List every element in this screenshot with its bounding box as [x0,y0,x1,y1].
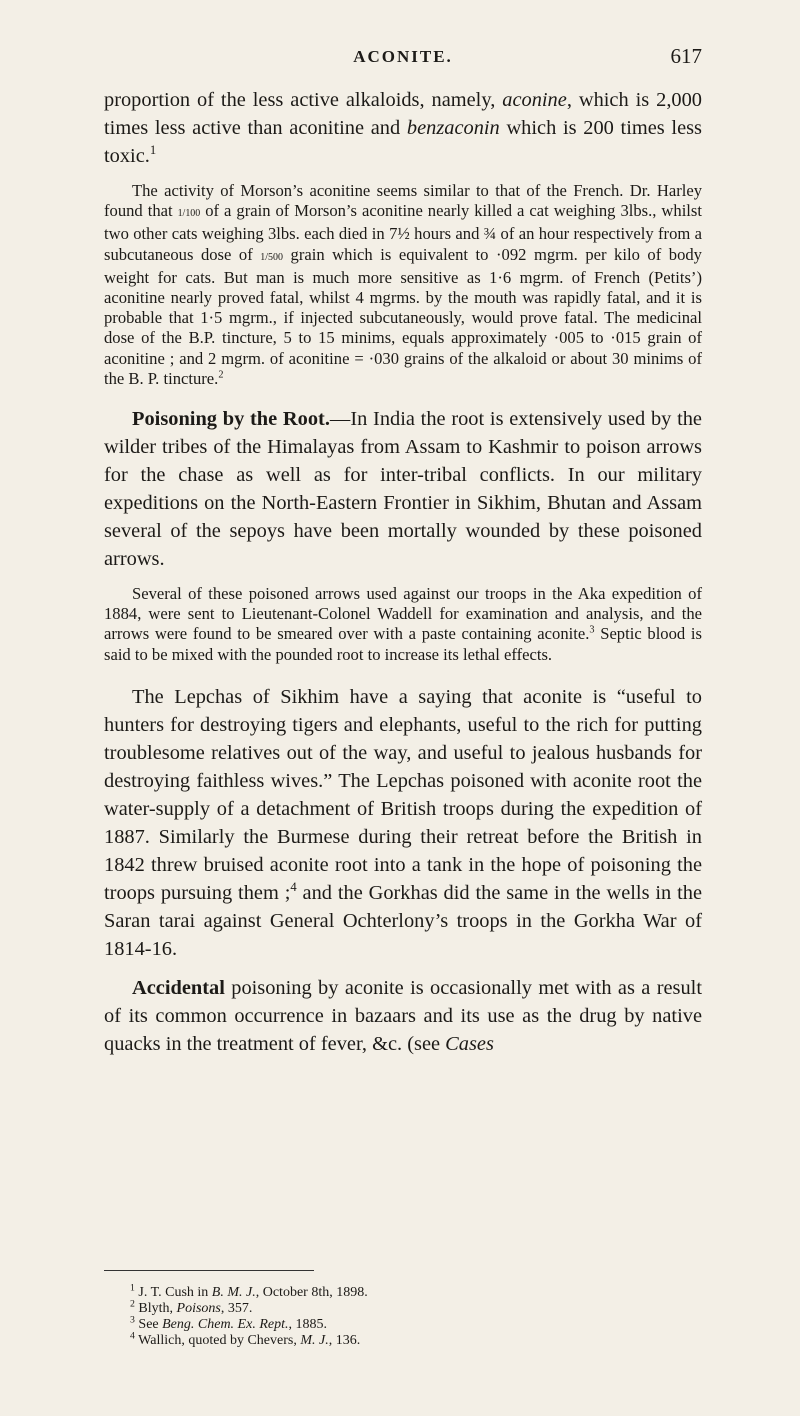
fraction: 1/100 [177,208,201,220]
footnote-ref-4: 4 [290,880,297,895]
paragraph-activity: The activity of Morson’s aconitine seems similar to that of the French. Dr. Harley found that 1/100 of a grain of Morson’s aconitine nearly killed a cat weighing 3lbs., whilst two other cats weighing 3lbs. each died in 7½ hours and ¾ of an hour respectively from a subcutaneous dose of 1/500 grain which is equivalent to ·092 mgrm. per kilo of body weight for cats. But man is much more sensitive as 1·6 mgrm. of French (Petits’) aconitine nearly proved fatal, whilst 4 mgrms. by the mouth was rapidly fatal, and it is probable that 1·5 mgrm., if injected subcutaneously, would prove fatal. The medicinal dose of the B.P. tincture, 5 to 15 minims, equals approximately ·005 to ·015 grain of aconitine ; and 2 mgrm. of aconitine = ·030 grains of the alkaloid or about 30 minims of the B. P. tincture.$^2$ [104,181,702,388]
aconine-term: aconine [502,89,567,111]
footnotes [130,1282,702,1349]
paragraph-accidental: Accidental poisoning by aconite is occasionally met with as a result of its common occurrence in bazaars and its use as the drug by native quacks in the treatment of fever, &c. (see Cases [104,976,702,1055]
footnote-rule [104,1270,314,1271]
footnote-ref-3: 3 [589,624,595,636]
benzaconin-term: benzaconin [406,117,500,139]
footnote-3: $^3$ See Beng. Chem. Ex. Rept., 1885. [130,1314,327,1332]
chapter-title: ACONITE. [353,47,453,66]
cases-term: Cases [445,1032,494,1055]
footnote-ref-1: 1 [149,143,157,158]
paragraph-root-poisoning: Poisoning by the Root.—In India the root is extensively used by the wilder tribes of the Himalayas from Assam to Kashmir to poison arrows for the chase as well as for inter-tribal conflicts. In our military expeditions on the North-Eastern Frontier in Sikhim, Bhutan and Assam several of the sepoys have been mortally wounded by these poisoned arrows. [104,408,702,571]
footnote-4: $^4$ Wallich, quoted by Chevers, M. J., 136. [130,1330,361,1348]
paragraph-lepchas: The Lepchas of Sikhim have a saying that aconite is “useful to hunters for destroying tigers and elephants, useful to the rich for putting troublesome relatives out of the way, and useful to jealous husbands for destroying faithless wives.” The Lepchas poisoned with aconite root the water-supply of a detachment of British troops during the expedition of 1887. Similarly the Burmese during their retreat before the British in 1842 threw bruised aconite root into a tank in the hope of poisoning the troops pursuing them ;$^4$ and the Gorkhas did the same in the wells in the Saran tarai against General Ochterlony’s troops in the Gorkha War of 1814-16. [104,685,702,960]
paragraph-arrows: Several of these poisoned arrows used against our troops in the Aka expedition of 1884, were sent to Lieutenant-Colonel Waddell for examination and analysis, and the arrows were found to be smeared over with a paste containing aconite.$^3$ Septic blood is said to be mixed with the pounded root to increase its lethal effects. [104,584,702,664]
running-head [104,44,702,74]
body-text [104,86,702,1058]
fraction: 1/500 [260,251,283,263]
footnote-ref-2: 2 [218,369,224,381]
page-number: 617 [670,44,702,68]
footnote-1: $^1$ J. T. Cush in B. M. J., October 8th, 1898. [130,1282,368,1300]
section-run-in-head: Accidental [132,976,225,999]
footnote-2: $^2$ Blyth, Poisons, 357. [130,1298,253,1316]
paragraph-alkaloids: proportion of the less active alkaloids, namely, aconine, which is 2,000 times less active than aconitine and benzaconin which is 200 times less toxic.$^1$ [104,89,703,167]
section-run-in-head: Poisoning by the Root. [132,408,330,431]
